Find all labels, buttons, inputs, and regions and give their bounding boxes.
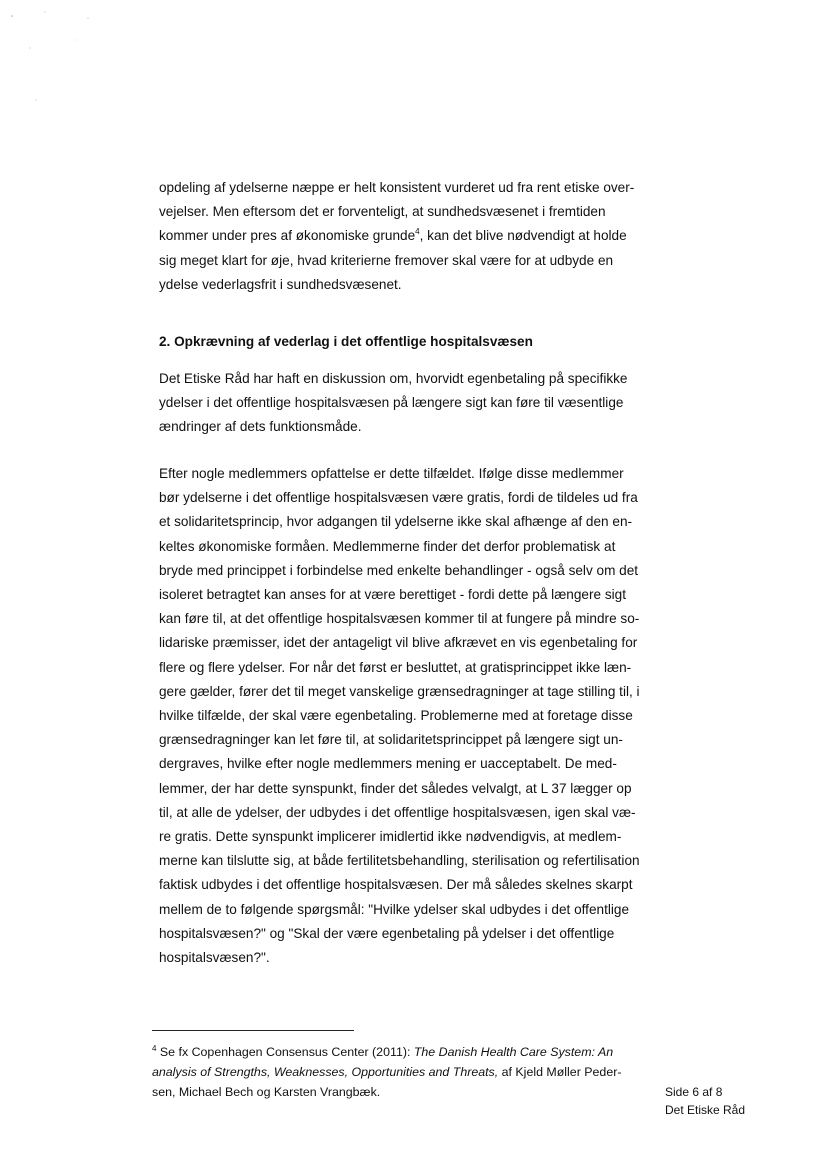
paragraph-opinion: Efter nogle medlemmers opfattelse er dette tilfældet. Ifølge disse medlemmer bør ydelserne i det offentlige hospitalsvæsen være gratis, fordi de tildeles ud fra et solidaritetsprincip, hvor adgangen til ydelserne ikke skal afhænge af den en- keltes økonomiske formåen. Medlemmerne finder det derfor problematisk at bryde med princippet i forbindelse med enkelte behandlinger - også selv om det isoleret betragtet kan anses for at være berettiget - fordi dette på længere sigt kan føre til, at det offentlige hospitalsvæsen kommer til at fungere på mindre so- lidariske præmisser, idet der antageligt vil blive afkrævet en vis egenbetaling for flere og flere ydelser. For når det først er besluttet, at gratisprincippet ikke læn- gere gælder, fører det til meget vanskelige grænsedragninger at tage stilling til, i hvilke tilfælde, der skal være egenbetaling. Problemerne med at foretage disse grænsedragninger kan let føre til, at solidaritetsprincippet på længere sigt un- dergraves, hvilke efter nogle medlemmers mening er uacceptabelt. De med- lemmer, der har dette synspunkt, finder det således velvalgt, at L 37 lægger op til, at alle de ydelser, der udbydes i det offentlige hospitalsvæsen, igen skal væ- re gratis. Dette synspunkt implicerer imidlertid ikke nødvendigvis, at medlem- merne kan tilslutte sig, at både fertilitetsbehandling, sterilisation og refertilisation faktisk udbydes i det offentlige hospitalsvæsen. Der må således skelnes skarpt mellem de to følgende spørgsmål: "Hvilke ydelser skal udbydes i det offentlige hospitalsvæsen?" og "Skal der være egenbetaling på ydelser i det offentlige hospitalsvæsen?".	[159, 466, 640, 966]
scan-specks	[0, 0, 120, 110]
paragraph-intro: opdeling af ydelserne næppe er helt konsistent vurderet ud fra rent etiske over- vejelser. Men eftersom det er forventeligt, at sundhedsvæsenet i fremtiden kommer under pres af økonomiske grunde$^4$, kan det blive nødvendigt at holde sig meget klart for øje, hvad kriterierne fremover skal være for at udbyde en ydelse vederlagsfrit i sundhedsvæsenet.	[159, 180, 635, 292]
footnote: $^4$ Se fx Copenhagen Consensus Center (2011): The Danish Health Care System: An analysis of Strengths, Weaknesses, Opportunities and Threats, af Kjeld Møller Peder- sen, Michael Bech og Karsten Vrangbæk.	[152, 1044, 622, 1099]
footnote-reference[interactable]: 4	[415, 227, 420, 237]
organization-name: Det Etiske Råd	[665, 1103, 746, 1117]
footnote-divider	[152, 1030, 354, 1031]
page-number: Side 6 af 8	[665, 1085, 723, 1099]
paragraph-discussion: Det Etiske Råd har haft en diskussion om, hvorvidt egenbetaling på specifikke ydelser i det offentlige hospitalsvæsen på længere sigt kan føre til væsentlige ændringer af dets funktionsmåde.	[159, 371, 628, 435]
footnote-mark: 4	[152, 1044, 157, 1053]
section-heading: 2. Opkrævning af vederlag i det offentlige hospitalsvæsen	[159, 334, 533, 349]
